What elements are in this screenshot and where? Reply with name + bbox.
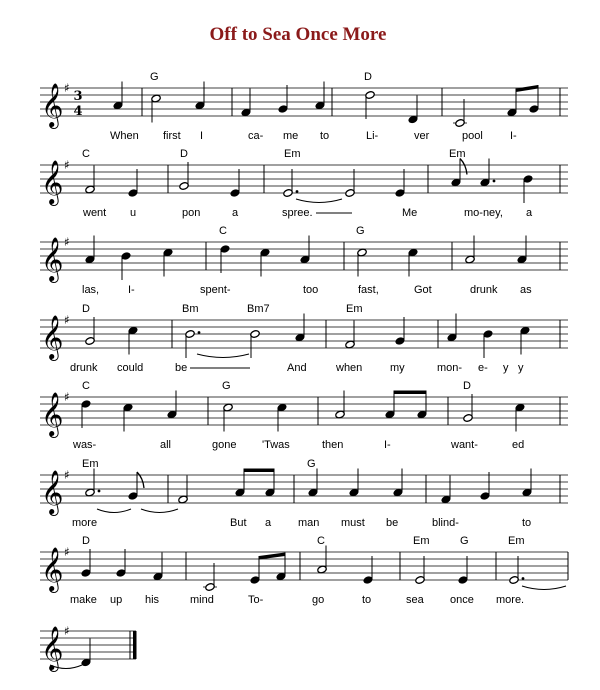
staff-system-1 (40, 71, 568, 142)
lyric-syllable: ca- (248, 130, 264, 142)
chord-symbol: Em (449, 148, 466, 160)
lyric-syllable: Li- (366, 130, 379, 142)
treble-clef-icon: 𝄞 (41, 160, 64, 204)
lyric-syllable: went (83, 207, 107, 219)
lyric-syllable: pool (462, 130, 483, 142)
lyric-syllable: to (522, 517, 532, 529)
lyric-syllable: make (70, 594, 97, 606)
staff-system-3 (40, 225, 568, 296)
lyric-syllable: as (520, 284, 532, 296)
treble-clef-icon: 𝄞 (41, 547, 64, 591)
treble-clef-icon: 𝄞 (41, 83, 64, 127)
lyric-syllable: drunk (70, 362, 98, 374)
staff-system-8 (40, 624, 137, 672)
chord-symbol: D (82, 535, 90, 547)
chord-symbol: Em (508, 535, 525, 547)
treble-clef-icon: 𝄞 (41, 626, 64, 670)
lyric-syllable: me (283, 130, 299, 142)
song-title: Off to Sea Once More (209, 24, 387, 45)
note-dot (198, 331, 201, 334)
note-dot (493, 180, 496, 183)
lyric-syllable: Me (402, 207, 418, 219)
lyric-syllable: a (265, 517, 272, 529)
chord-symbol: G (460, 535, 469, 547)
chord-symbol: C (219, 225, 227, 237)
lyric-syllable: And (287, 362, 307, 374)
lyric-syllable: I (200, 130, 204, 142)
lyric-syllable: I- (510, 130, 517, 142)
chord-symbol: Em (413, 535, 430, 547)
tie (197, 354, 249, 358)
lyric-syllable: drunk (470, 284, 498, 296)
lyric-syllable: spree. (282, 207, 313, 219)
lyric-syllable: once (450, 594, 474, 606)
note-dot (522, 577, 525, 580)
lyric-syllable: Got (414, 284, 432, 296)
staff-system-4 (40, 303, 568, 374)
lyric-syllable: ver (414, 130, 430, 142)
lyric-syllable: all (160, 439, 172, 451)
lyric-syllable: to (320, 130, 330, 142)
note-dot (296, 190, 299, 193)
key-signature-sharp-icon: ♯ (64, 545, 70, 559)
lyric-syllable: more (72, 517, 98, 529)
note-beam (244, 469, 274, 473)
lyric-syllable: y (518, 362, 524, 374)
chord-symbol: Em (284, 148, 301, 160)
lyric-syllable: mind (190, 594, 214, 606)
tie (522, 586, 566, 590)
final-barline-thick (133, 631, 137, 659)
note-dot (98, 490, 101, 493)
treble-clef-icon: 𝄞 (41, 237, 64, 281)
staff-systems (40, 71, 568, 672)
lyric-syllable: mo-ney, (464, 207, 503, 219)
lyric-syllable: I- (384, 439, 391, 451)
lyric-syllable: las, (82, 284, 100, 296)
lyric-syllable: man (298, 517, 320, 529)
key-signature-sharp-icon: ♯ (64, 313, 70, 327)
staff-system-5 (40, 380, 568, 451)
treble-clef-icon: 𝄞 (41, 392, 64, 436)
key-signature-sharp-icon: ♯ (64, 81, 70, 95)
chord-symbol: D (180, 148, 188, 160)
lyric-syllable: be (175, 362, 188, 374)
lyric-syllable: first (163, 130, 181, 142)
lyric-syllable: be (386, 517, 399, 529)
lyric-syllable: spent- (200, 284, 231, 296)
chord-symbol: D (463, 380, 471, 392)
time-signature-bottom: 4 (73, 104, 83, 119)
chord-symbol: Em (346, 303, 363, 315)
chord-symbol: Bm (182, 303, 199, 315)
lyric-syllable: then (322, 439, 344, 451)
lyric-syllable: a (526, 207, 533, 219)
lyric-syllable: gone (212, 439, 237, 451)
key-signature-sharp-icon: ♯ (64, 468, 70, 482)
lyric-syllable: when (336, 362, 363, 374)
lyric-syllable: pon (182, 207, 201, 219)
lyric-syllable: mon- (437, 362, 463, 374)
lyric-syllable: want- (451, 439, 478, 451)
treble-clef-icon: 𝄞 (41, 315, 64, 359)
lyric-syllable: But (230, 517, 247, 529)
chord-symbol: Bm7 (247, 303, 270, 315)
lyric-syllable: too (303, 284, 319, 296)
time-signature-top: 3 (73, 89, 83, 104)
key-signature-sharp-icon: ♯ (64, 235, 70, 249)
lyric-syllable: could (117, 362, 144, 374)
lyric-syllable: was- (73, 439, 97, 451)
note-flag (137, 472, 144, 488)
lyric-syllable: I- (128, 284, 135, 296)
chord-symbol: G (222, 380, 231, 392)
key-signature-sharp-icon: ♯ (64, 390, 70, 404)
lyric-syllable: up (110, 594, 123, 606)
chord-symbol: D (82, 303, 90, 315)
lyric-syllable: my (390, 362, 405, 374)
chord-symbol: D (364, 71, 372, 83)
staff-system-2 (40, 148, 568, 219)
key-signature-sharp-icon: ♯ (64, 624, 70, 638)
lyric-syllable: To- (248, 594, 264, 606)
note-beam (516, 85, 538, 92)
staff-system-6 (40, 458, 568, 529)
lyric-syllable: must (341, 517, 365, 529)
chord-symbol: G (307, 458, 316, 470)
lyric-syllable: go (312, 594, 325, 606)
lyric-syllable: y (503, 362, 509, 374)
chord-symbol: G (150, 71, 159, 83)
lyric-syllable: sea (406, 594, 424, 606)
lyric-syllable: When (110, 130, 139, 142)
key-signature-sharp-icon: ♯ (64, 158, 70, 172)
tie (141, 509, 178, 513)
lyric-syllable: 'Twas (262, 439, 290, 451)
staff-system-7 (40, 535, 568, 606)
lyric-syllable: e- (478, 362, 488, 374)
chord-symbol: Em (82, 458, 99, 470)
tie (97, 509, 131, 513)
chord-symbol: C (82, 380, 90, 392)
lyric-syllable: to (362, 594, 372, 606)
lyric-syllable: ed (512, 439, 525, 451)
lyric-syllable: his (145, 594, 160, 606)
lyric-syllable: fast, (358, 284, 379, 296)
note-beam (394, 391, 426, 395)
chord-symbol: C (82, 148, 90, 160)
lyric-syllable: u (130, 207, 137, 219)
lyric-syllable: a (232, 207, 239, 219)
lyric-syllable: blind- (432, 517, 459, 529)
tie (296, 199, 342, 203)
lyric-syllable: more. (496, 594, 525, 606)
chord-symbol: G (356, 225, 365, 237)
chord-symbol: C (317, 535, 325, 547)
treble-clef-icon: 𝄞 (41, 470, 64, 514)
note-beam (259, 553, 285, 560)
